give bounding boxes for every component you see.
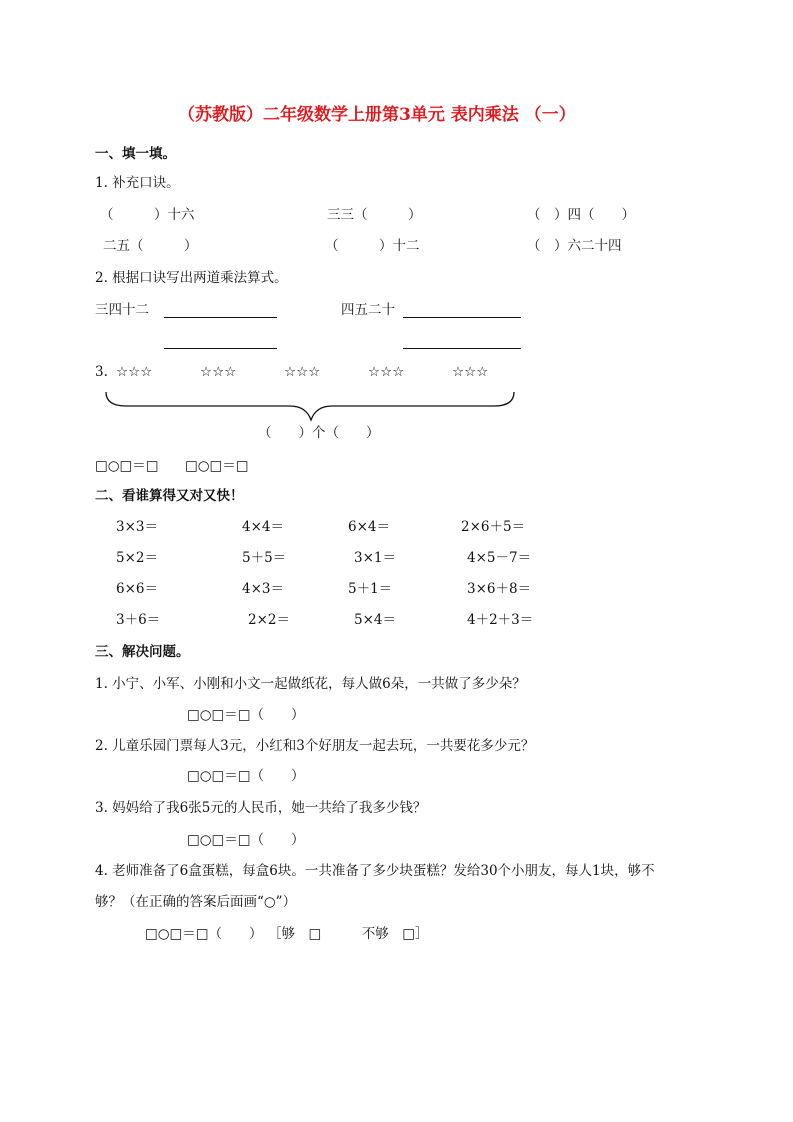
calc-item[interactable]: 6×6＝ bbox=[116, 581, 158, 597]
calc-item[interactable]: 5×2＝ bbox=[116, 550, 158, 566]
section-1-heading: 一、填一填。 bbox=[95, 146, 176, 162]
calc-item[interactable]: 5＋1＝ bbox=[348, 581, 393, 597]
calc-item[interactable]: 3＋6＝ bbox=[116, 612, 161, 628]
calc-item[interactable]: 4＋2＋3＝ bbox=[467, 612, 534, 628]
calc-item[interactable]: 4×5－7＝ bbox=[467, 550, 532, 566]
calc-item[interactable]: 6×4＝ bbox=[348, 519, 390, 535]
star-group: ☆☆☆ bbox=[200, 364, 237, 380]
question-1-label: 1. 补充口诀。 bbox=[95, 175, 180, 191]
section-3-heading: 三、解决问题。 bbox=[95, 644, 190, 660]
problem-1-equation[interactable]: □○□＝□（ ） bbox=[187, 707, 305, 723]
problem-2-equation[interactable]: □○□＝□（ ） bbox=[187, 768, 305, 784]
question-3-label: 3. bbox=[95, 364, 108, 380]
rhyme-blank-6[interactable]: （ ）六二十四 bbox=[527, 238, 622, 254]
problem-3-text: 3. 妈妈给了我6张5元的人民币，她一共给了我多少钱？ bbox=[95, 800, 427, 816]
star-group: ☆☆☆ bbox=[116, 364, 153, 380]
calc-item[interactable]: 5×4＝ bbox=[354, 612, 396, 628]
problem-1-text: 1. 小宁、小军、小刚和小文一起做纸花，每人做6朵，一共做了多少朵？ bbox=[95, 676, 526, 692]
section-2-heading: 二、看谁算得又对又快！ bbox=[95, 488, 244, 504]
brace-answer[interactable]: （ ）个（ ） bbox=[258, 425, 380, 441]
rhyme-blank-5[interactable]: （ ）十二 bbox=[325, 238, 420, 254]
problem-4-text-line1: 4. 老师准备了6盒蛋糕，每盒6块。一共准备了多少块蛋糕？发给30个小朋友，每人1块，够不 bbox=[95, 863, 655, 879]
problem-3-equation[interactable]: □○□＝□（ ） bbox=[187, 832, 305, 848]
rhyme-blank-2[interactable]: 三三（ ） bbox=[327, 207, 422, 223]
star-group: ☆☆☆ bbox=[284, 364, 321, 380]
problem-4-equation[interactable]: □○□＝□（ ） bbox=[145, 926, 263, 942]
rhyme-blank-1[interactable]: （ ）十六 bbox=[100, 207, 195, 223]
calc-item[interactable]: 3×3＝ bbox=[116, 519, 158, 535]
problem-2-text: 2. 儿童乐园门票每人3元，小红和3个好朋友一起去玩，一共要花多少元？ bbox=[95, 738, 535, 754]
calc-item[interactable]: 2×6＋5＝ bbox=[461, 519, 526, 535]
calc-item[interactable]: 3×1＝ bbox=[354, 550, 396, 566]
calc-item[interactable]: 4×3＝ bbox=[242, 581, 284, 597]
calc-item[interactable]: 2×2＝ bbox=[248, 612, 290, 628]
problem-4-choice[interactable]: ［够 □ 不够 □］ bbox=[268, 926, 429, 942]
star-group: ☆☆☆ bbox=[452, 364, 489, 380]
curly-brace bbox=[106, 392, 514, 420]
rhyme-blank-3[interactable]: （ ）四（ ） bbox=[527, 207, 635, 223]
question-2-label: 2. 根据口诀写出两道乘法算式。 bbox=[95, 270, 288, 286]
equation-box[interactable]: □○□＝□ bbox=[95, 458, 159, 474]
left-rhyme: 三四十二 bbox=[95, 302, 149, 318]
rhyme-blank-4[interactable]: 二五（ ） bbox=[103, 238, 198, 254]
page-title: （苏教版）二年级数学上册第3单元 表内乘法 （一） bbox=[178, 105, 576, 125]
calc-item[interactable]: 5＋5＝ bbox=[242, 550, 287, 566]
star-group: ☆☆☆ bbox=[368, 364, 405, 380]
equation-box[interactable]: □○□＝□ bbox=[185, 458, 249, 474]
right-rhyme: 四五二十 bbox=[341, 302, 395, 318]
calc-item[interactable]: 3×6＋8＝ bbox=[467, 581, 532, 597]
calc-item[interactable]: 4×4＝ bbox=[242, 519, 284, 535]
problem-4-text-line2: 够？（在正确的答案后面画“○”） bbox=[95, 894, 297, 910]
